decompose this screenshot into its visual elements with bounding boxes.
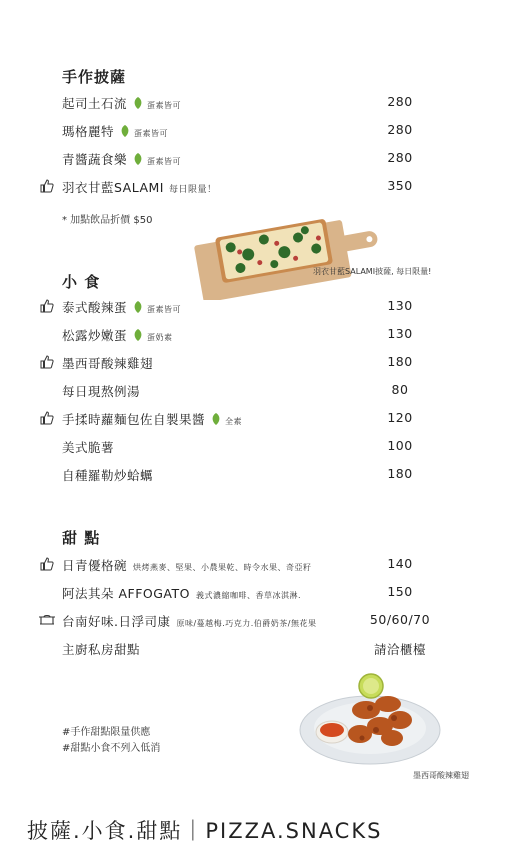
menu-item-dessert-1 — [40, 556, 440, 576]
menu-item-pizza-4 — [40, 178, 440, 198]
menu-item-snack-6 — [40, 438, 440, 458]
pizza-photo-caption: 羽衣甘藍SALAMI披薩, 每日限量! — [313, 267, 432, 276]
menu-item-snack-1 — [40, 298, 440, 318]
menu-item-pizza-2 — [40, 122, 440, 142]
item-price: 350 — [387, 178, 413, 193]
item-price: 280 — [387, 122, 413, 137]
item-name: 墨西哥酸辣雞翅 — [62, 356, 154, 371]
thumbs-up-icon — [40, 355, 54, 369]
section-title-snacks: 小 食 — [62, 273, 101, 291]
item-price: 280 — [387, 94, 413, 109]
leaf-icon — [133, 301, 143, 313]
item-name: 自種羅勒炒蛤蠣 — [62, 468, 154, 483]
item-price: 140 — [387, 556, 413, 571]
section-title-pizza: 手作披薩 — [62, 68, 127, 86]
thumbs-up-icon — [40, 299, 54, 313]
menu-item-snack-3 — [40, 354, 440, 374]
chicken-wings-photo — [296, 668, 446, 768]
item-price: 280 — [387, 150, 413, 165]
leaf-icon — [133, 329, 143, 341]
menu-item-snack-2 — [40, 326, 440, 346]
item-price: 150 — [387, 584, 413, 599]
item-name: 泰式酸辣蛋 蛋素皆可 — [62, 300, 182, 315]
pizza-footnote: * 加點飲品折價 $50 — [62, 215, 153, 226]
leaf-icon — [120, 125, 130, 137]
thumbs-up-icon — [40, 179, 54, 193]
item-name: 手揉時蘿麵包佐自製果醬 全素 — [62, 412, 243, 427]
item-name: 起司土石流 蛋素皆可 — [62, 96, 182, 111]
item-price: 80 — [391, 382, 409, 397]
menu-item-pizza-3 — [40, 150, 440, 170]
menu-item-dessert-3 — [40, 612, 440, 632]
menu-item-snack-5 — [40, 410, 440, 430]
item-name: 羽衣甘藍SALAMI 每日限量！ — [62, 180, 217, 195]
menu-item-dessert-4 — [40, 640, 440, 660]
item-name: 每日現熬例湯 — [62, 384, 141, 399]
item-price: 請洽櫃檯 — [373, 642, 426, 657]
item-price: 180 — [387, 466, 413, 481]
item-name: 阿法其朵 AFFOGATO 義式濃縮咖啡、香草冰淇淋. — [62, 586, 302, 601]
pizza-photo — [188, 200, 383, 300]
menu-item-dessert-2 — [40, 584, 440, 604]
leaf-icon — [133, 153, 143, 165]
menu-item-snack-4 — [40, 382, 440, 402]
section-title-dessert: 甜 點 — [62, 529, 101, 547]
item-price: 130 — [387, 326, 413, 341]
item-name: 松露炒嫩蛋 蛋奶素 — [62, 328, 173, 343]
item-price: 100 — [387, 438, 413, 453]
item-price: 130 — [387, 298, 413, 313]
item-name: 主廚私房甜點 — [62, 642, 141, 657]
leaf-icon — [211, 413, 221, 425]
item-price: 120 — [387, 410, 413, 425]
leaf-icon — [133, 97, 143, 109]
item-name: 台南好味.日浮司康 原味/蔓越梅.巧克力.伯爵奶茶/無花果 — [62, 614, 317, 629]
item-name: 美式脆薯 — [62, 440, 115, 455]
hashtag-line-1: #手作甜點限量供應 — [62, 727, 151, 738]
scone-icon — [38, 613, 56, 627]
menu-item-pizza-1 — [40, 94, 440, 114]
item-name: 瑪格麗特 蛋素皆可 — [62, 124, 169, 139]
footer-title: 披薩.小食.甜點｜PIZZA.SNACKS — [27, 819, 383, 843]
item-name: 日青優格碗 烘烤燕麥、堅果、小農果乾、時令水果、奇亞籽 — [62, 558, 312, 573]
hashtag-line-2: #甜點小食不列入低消 — [62, 743, 161, 754]
menu-item-snack-7 — [40, 466, 440, 486]
item-name: 青醬蔬食樂 蛋素皆可 — [62, 152, 182, 167]
wings-photo-caption: 墨西哥酸辣雞翅 — [413, 771, 469, 780]
thumbs-up-icon — [40, 411, 54, 425]
item-price: 50/60/70 — [369, 612, 431, 627]
thumbs-up-icon — [40, 557, 54, 571]
item-price: 180 — [387, 354, 413, 369]
